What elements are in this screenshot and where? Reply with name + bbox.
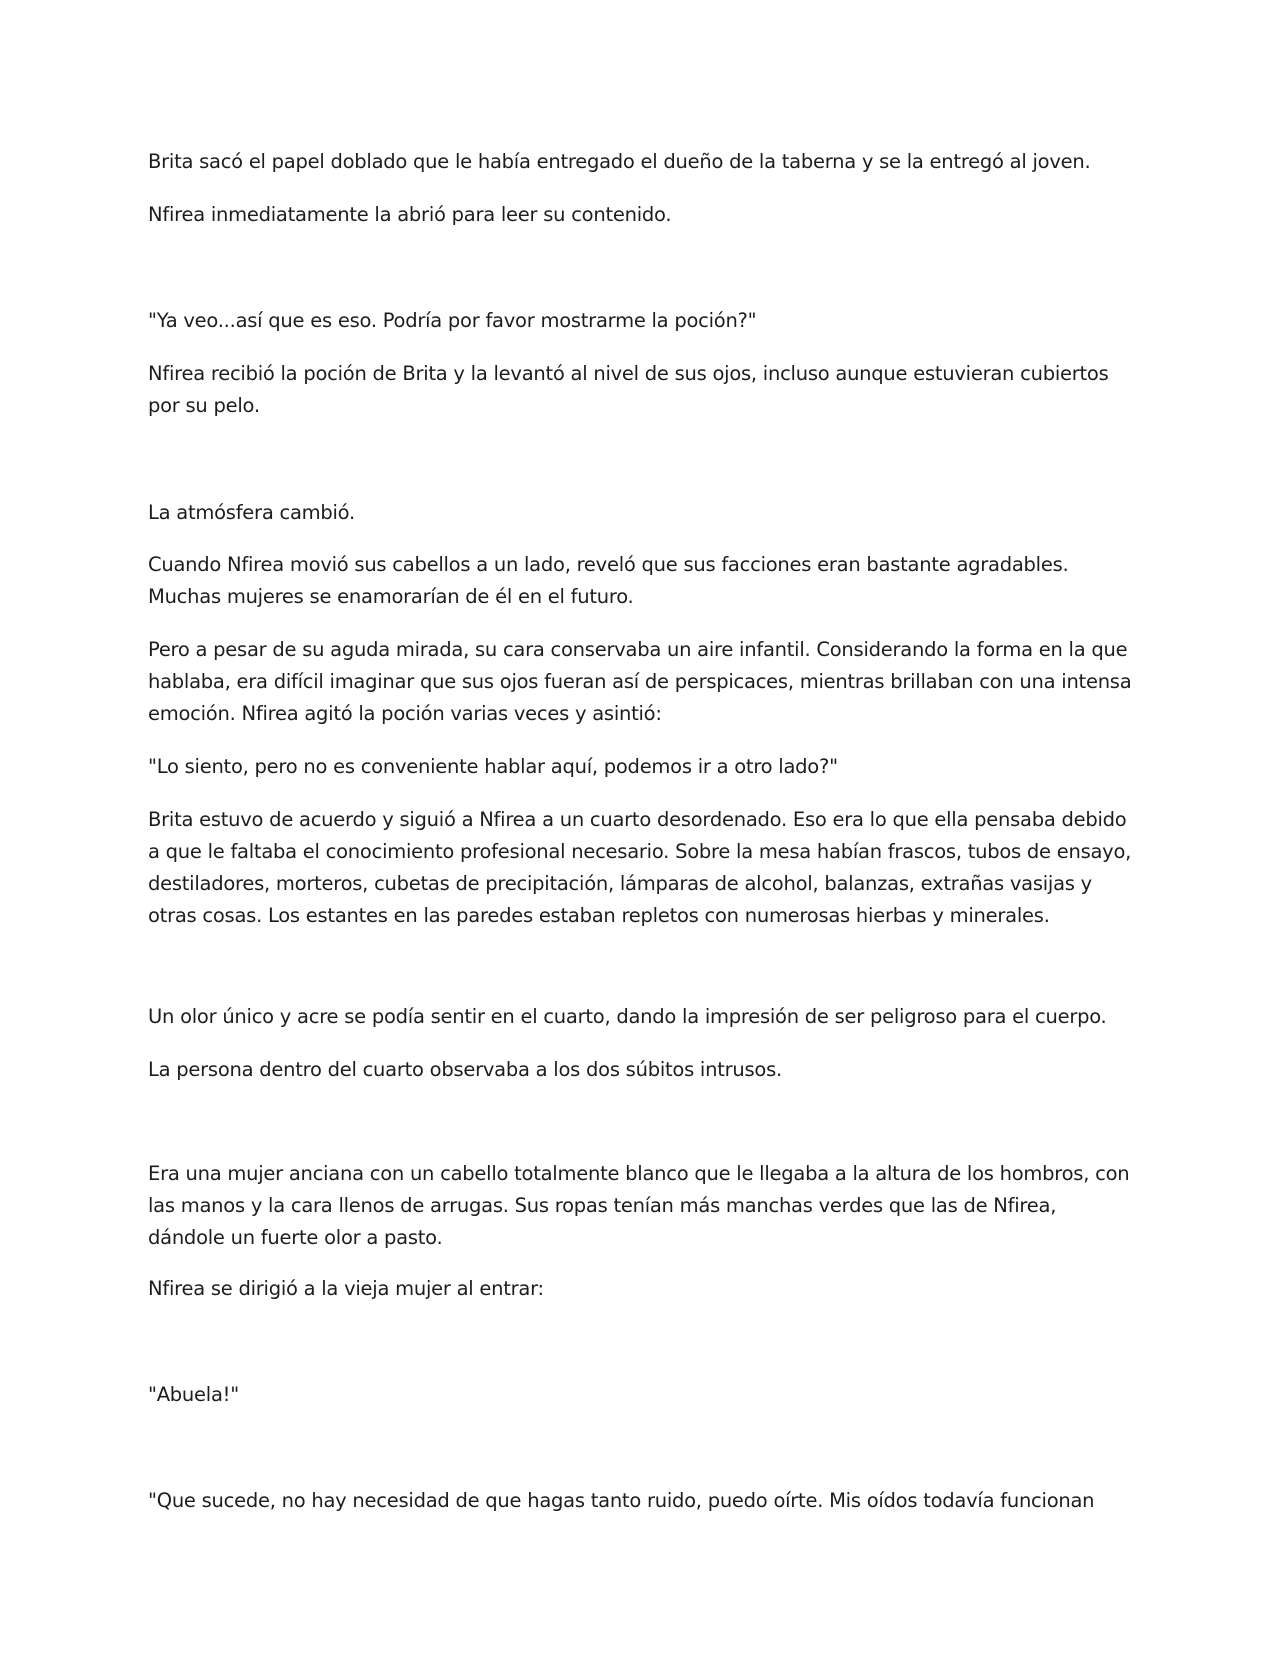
paragraph-7: Pero a pesar de su aguda mirada, su cara conservaba un aire infantil. Considerando la forma en la que hablaba, era difícil imaginar que sus ojos fueran así de perspicaces, mientras brillaban con una intensa emoción. Nfirea agitó la poción varias veces y asintió: [148,638,1132,725]
paragraph-4: Nfirea recibió la poción de Brita y la levantó al nivel de sus ojos, incluso aunque estuvieran cubiertos por su pelo. [148,362,1109,417]
paragraph-9: Brita estuvo de acuerdo y siguió a Nfirea a un cuarto desordenado. Eso era lo que ella pensaba debido a que le faltaba el conocimiento profesional necesario. Sobre la mesa habían frascos, tubos de ensayo, destiladores, morteros, cubetas de precipitación, lámparas de alcohol, balanzas, extrañas vasijas y otras cosas. Los estantes en las paredes estaban repletos con numerosas hierbas y minerales. [148,808,1132,927]
paragraph-15: "Que sucede, no hay necesidad de que hagas tanto ruido, puedo oírte. Mis oídos todavía funcionan [148,1489,1095,1512]
paragraph-14: "Abuela!" [148,1383,239,1406]
paragraph-8: "Lo siento, pero no es conveniente hablar aquí, podemos ir a otro lado?" [148,755,838,778]
paragraph-6: Cuando Nfirea movió sus cabellos a un lado, reveló que sus facciones eran bastante agradables. Muchas mujeres se enamorarían de él en el futuro. [148,553,1069,608]
paragraph-10: Un olor único y acre se podía sentir en el cuarto, dando la impresión de ser peligroso para el cuerpo. [148,1005,1107,1028]
paragraph-11: La persona dentro del cuarto observaba a los dos súbitos intrusos. [148,1058,782,1081]
paragraph-13: Nfirea se dirigió a la vieja mujer al entrar: [148,1277,544,1300]
paragraph-5: La atmósfera cambió. [148,501,355,524]
paragraph-1: Brita sacó el papel doblado que le había entregado el dueño de la taberna y se la entregó al joven. [148,150,1091,173]
paragraph-3: "Ya veo...así que es eso. Podría por favor mostrarme la poción?" [148,309,757,332]
paragraph-2: Nfirea inmediatamente la abrió para leer su contenido. [148,203,672,226]
paragraph-12: Era una mujer anciana con un cabello totalmente blanco que le llegaba a la altura de los hombros, con las manos y la cara llenos de arrugas. Sus ropas tenían más manchas verdes que las de Nfirea, dándole un fuerte olor a pasto. [148,1162,1130,1249]
